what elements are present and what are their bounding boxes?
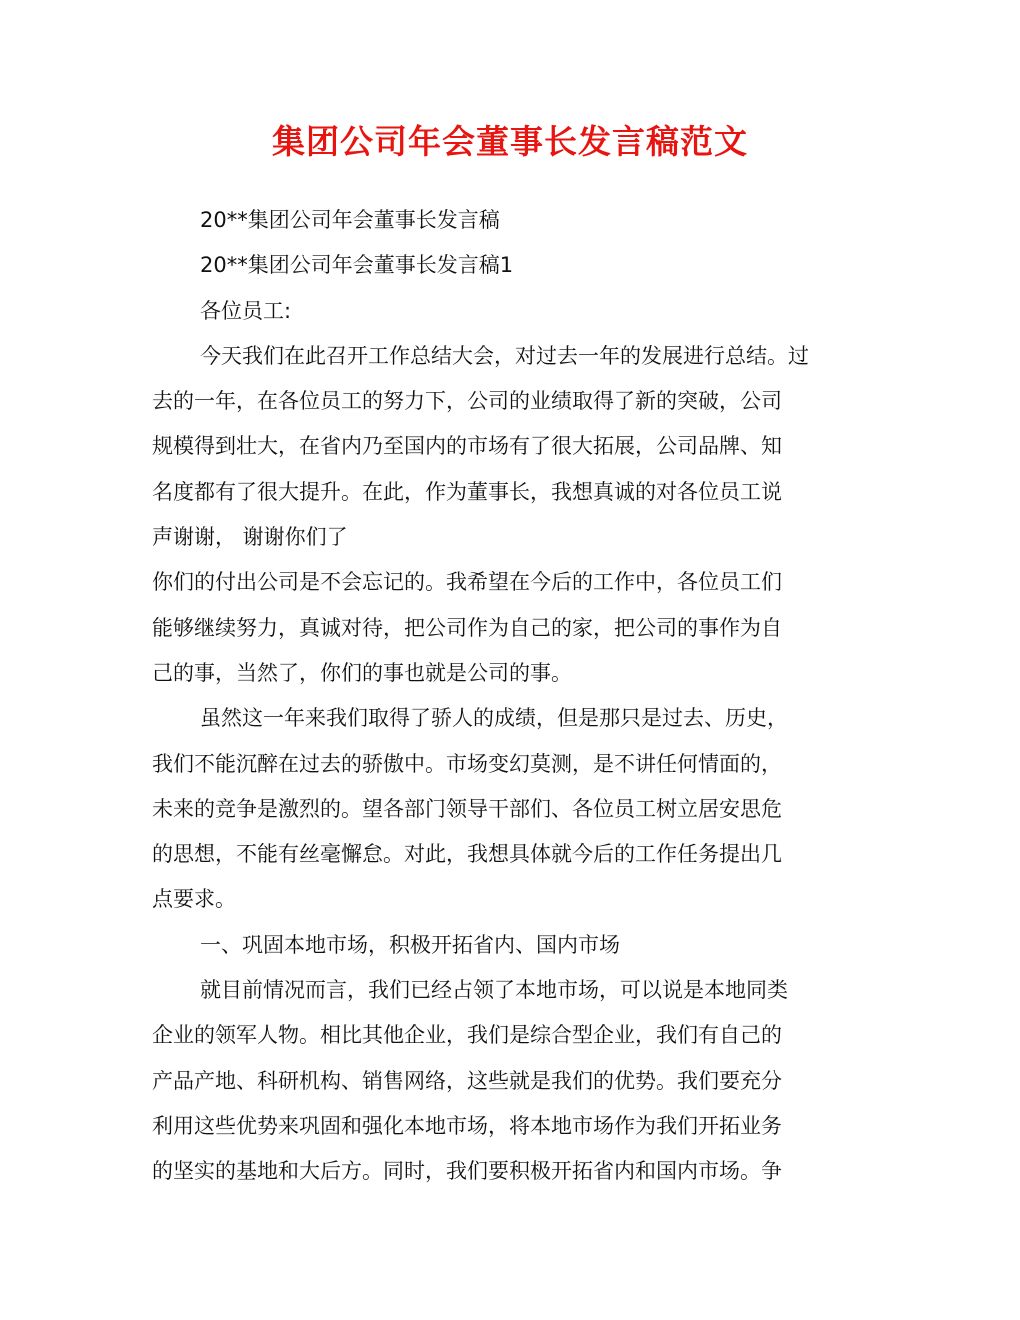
paragraph-line: 规模得到壮大，在省内乃至国内的市场有了很大拓展，公司品牌、知 [152,434,782,459]
paragraph-line: 的思想，不能有丝毫懈怠。对此，我想具体就今后的工作任务提出几 [152,842,782,867]
paragraph-line: 你们的付出公司是不会忘记的。我希望在今后的工作中，各位员工们 [152,570,782,595]
paragraph-line: 去的一年，在各位员工的努力下，公司的业绩取得了新的突破，公司 [152,389,782,414]
paragraph-line: 我们不能沉醉在过去的骄傲中。市场变幻莫测，是不讲任何情面的， [152,751,782,776]
paragraph-line: 己的事，当然了，你们的事也就是公司的事。 [152,660,572,685]
paragraph-line: 企业的领军人物。相比其他企业，我们是综合型企业，我们有自己的 [152,1023,782,1048]
document-body [152,198,864,1195]
salutation-line: 各位员工: [200,298,292,323]
paragraph-line: 产品产地、科研机构、销售网络，这些就是我们的优势。我们要充分 [152,1068,782,1093]
paragraph-line: 的坚实的基地和大后方。同时，我们要积极开拓省内和国内市场。争 [152,1159,782,1184]
subtitle-line: 20**集团公司年会董事长发言稿 [200,208,500,232]
document-title: 集团公司年会董事长发言稿范文 [272,122,748,161]
paragraph-line: 未来的竞争是激烈的。望各部门领导干部们、各位员工树立居安思危 [152,796,782,821]
paragraph-line: 利用这些优势来巩固和强化本地市场，将本地市场作为我们开拓业务 [152,1113,782,1138]
paragraph-line: 点要求。 [152,887,236,912]
subtitle-line: 20**集团公司年会董事长发言稿1 [200,253,514,278]
paragraph-line: 虽然这一年来我们取得了骄人的成绩，但是那只是过去、历史， [200,706,788,731]
paragraph-line: 声谢谢， 谢谢你们了 [152,525,348,550]
paragraph-line: 能够继续努力，真诚对待，把公司作为自己的家，把公司的事作为自 [152,615,782,640]
paragraph-line: 今天我们在此召开工作总结大会，对过去一年的发展进行总结。过 [200,343,809,368]
section-heading: 一、巩固本地市场，积极开拓省内、国内市场 [200,932,620,957]
paragraph-line: 就目前情况而言，我们已经占领了本地市场，可以说是本地同类 [200,978,788,1003]
paragraph-line: 名度都有了很大提升。在此，作为董事长，我想真诚的对各位员工说 [152,479,782,504]
